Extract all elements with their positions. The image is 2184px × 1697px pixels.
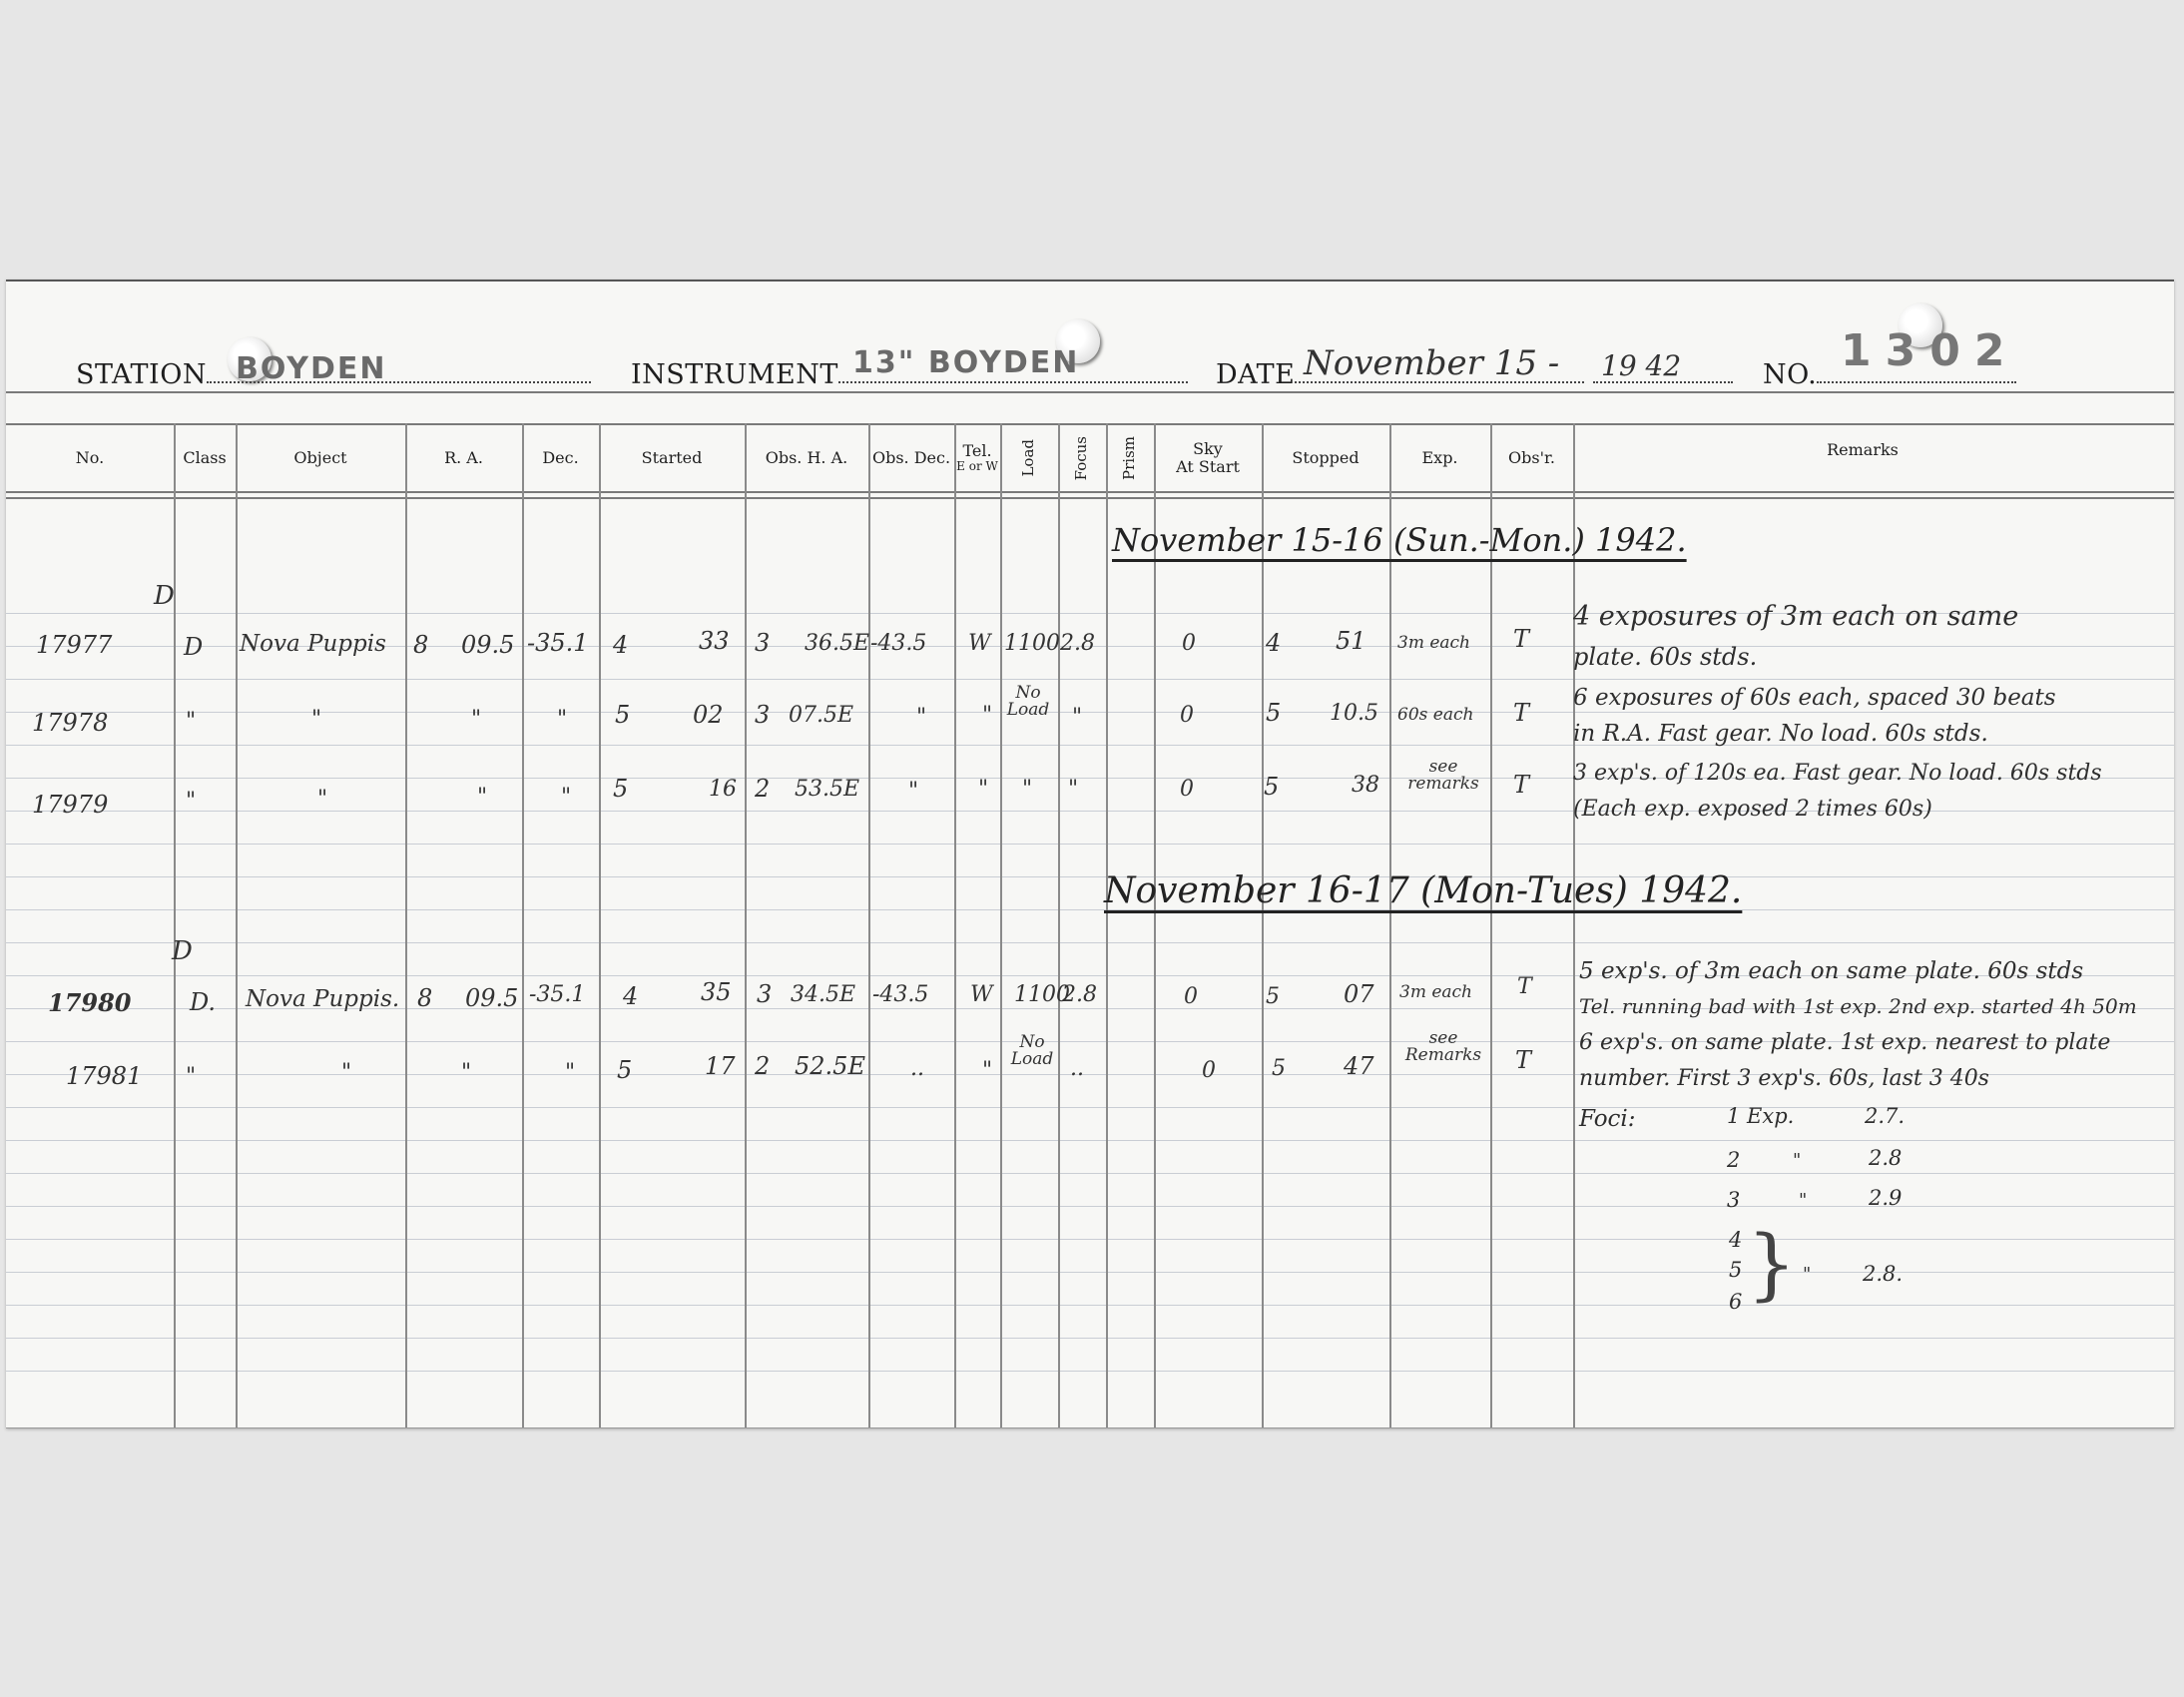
class: " <box>186 789 197 814</box>
plate-no: 17978 <box>32 709 109 737</box>
col-header-dec: Dec. <box>542 447 579 467</box>
class: " <box>186 1064 197 1089</box>
dec: " <box>557 707 568 732</box>
ra-hours: 8 <box>417 984 433 1012</box>
brace-mark: } <box>1747 1220 1797 1310</box>
instrument-label: INSTRUMENT <box>631 359 838 390</box>
dec: " <box>561 785 572 810</box>
checkmark-d: D <box>172 936 193 966</box>
foci-value: 2.7. <box>1865 1104 1906 1128</box>
observer: T <box>1517 974 1532 999</box>
ha-hours: 2 <box>755 775 771 803</box>
foci-label: Foci: <box>1579 1106 1636 1132</box>
ra-hours: " <box>477 785 488 810</box>
foci-value: 2.8. <box>1863 1262 1904 1286</box>
foci-ditto: " <box>1803 1264 1812 1285</box>
tel-side: W <box>970 982 993 1007</box>
stopped-minutes: 10.5 <box>1330 701 1378 726</box>
started-hours: 4 <box>613 631 629 659</box>
col-header-object: Object <box>293 447 347 467</box>
number-label: NO. <box>1763 359 1818 390</box>
obs-dec: " <box>916 705 927 730</box>
observer: T <box>1513 771 1530 799</box>
log-sheet <box>6 280 2174 1428</box>
started-hours: 5 <box>615 701 631 729</box>
date-value: November 15 - <box>1304 343 1560 383</box>
ha-hours: 2 <box>755 1052 771 1080</box>
observer: T <box>1513 625 1530 653</box>
sky: 0 <box>1202 1058 1216 1083</box>
remark-line: 5 exp's. of 3m each on same plate. 60s stds <box>1579 958 2084 984</box>
col-header-remarks: Remarks <box>1827 439 1899 459</box>
class: " <box>186 709 197 734</box>
object: " <box>311 707 322 732</box>
remark-line: number. First 3 exp's. 60s, last 3 40s <box>1579 1066 1989 1091</box>
foci-ditto: " <box>1799 1190 1808 1211</box>
observer: T <box>1515 1046 1532 1074</box>
foci-exp: 6 <box>1729 1290 1743 1314</box>
col-header-ra: R. A. <box>444 447 483 467</box>
stopped-hours: 5 <box>1264 773 1280 801</box>
obs-dec: -43.5 <box>872 982 929 1007</box>
ha-minutes: 53.5E <box>795 777 860 802</box>
col-header-prism: Prism <box>1120 436 1139 480</box>
stopped-hours: 5 <box>1272 1056 1286 1081</box>
started-minutes: 16 <box>709 777 737 802</box>
ha-minutes: 34.5E <box>791 982 856 1007</box>
col-header-obs-ha: Obs. H. A. <box>765 447 848 467</box>
year-value: 19 42 <box>1601 349 1682 382</box>
dec: -35.1 <box>527 629 589 657</box>
col-header-class: Class <box>183 447 227 467</box>
foci-exp: 1 Exp. <box>1727 1104 1795 1128</box>
ha-hours: 3 <box>755 701 771 729</box>
col-header-focus: Focus <box>1072 435 1091 481</box>
remark-line: 6 exp's. on same plate. 1st exp. nearest to plate <box>1579 1030 2111 1055</box>
instrument-value: 13" BOYDEN <box>852 345 1080 380</box>
col-header-obs-dec: Obs. Dec. <box>871 447 951 467</box>
class: D. <box>190 988 217 1016</box>
started-hours: 5 <box>617 1056 633 1084</box>
exposure: 60s each <box>1397 705 1474 725</box>
exposure: 3m each <box>1397 633 1471 653</box>
started-hours: 5 <box>613 775 629 803</box>
remark-line: 4 exposures of 3m each on same <box>1573 601 2019 632</box>
focus: .. <box>1070 1056 1084 1081</box>
focus: 2.8 <box>1060 631 1095 656</box>
foci-exp: 3 <box>1727 1188 1741 1212</box>
ha-hours: 3 <box>757 980 773 1008</box>
obs-dec: " <box>908 779 919 804</box>
checkmark-d: D <box>154 581 175 611</box>
started-hours: 4 <box>623 982 639 1010</box>
ra-hours: " <box>471 707 482 732</box>
stopped-hours: 4 <box>1266 629 1282 657</box>
ha-hours: 3 <box>755 629 771 657</box>
stopped-minutes: 47 <box>1344 1052 1374 1080</box>
ha-minutes: 36.5E <box>805 631 870 656</box>
sky: 0 <box>1182 631 1196 656</box>
focus: " <box>1072 705 1083 730</box>
dec: -35.1 <box>529 982 586 1007</box>
sky: 0 <box>1180 703 1194 728</box>
foci-value: 2.9 <box>1869 1186 1903 1210</box>
col-header-exp: Exp. <box>1421 447 1458 467</box>
tel-side: " <box>978 777 989 802</box>
dec: " <box>565 1060 576 1085</box>
remark-line: plate. 60s stds. <box>1573 643 1758 671</box>
object: Nova Puppis. <box>246 986 400 1012</box>
sky: 0 <box>1180 777 1194 802</box>
plate-no: 17981 <box>66 1062 143 1090</box>
foci-exp: 4 <box>1729 1228 1743 1252</box>
stopped-minutes: 51 <box>1336 627 1366 655</box>
ha-minutes: 07.5E <box>789 703 854 728</box>
ra-hours: 8 <box>413 631 429 659</box>
sky: 0 <box>1184 984 1198 1009</box>
remark-line: Tel. running bad with 1st exp. 2nd exp. started 4h 50m <box>1579 994 2137 1018</box>
remark-line: (Each exp. exposed 2 times 60s) <box>1573 797 1932 822</box>
night-heading: November 15-16 (Sun.-Mon.) 1942. <box>1112 521 1687 559</box>
load: 1100 <box>1014 982 1070 1007</box>
started-minutes: 33 <box>699 627 730 655</box>
stopped-minutes: 38 <box>1352 773 1379 798</box>
exposure: 3m each <box>1399 982 1473 1002</box>
plate-no: 17979 <box>32 791 109 819</box>
foci-exp: 5 <box>1729 1258 1743 1282</box>
load: No Load <box>1006 683 1050 720</box>
ra-minutes: 09.5 <box>465 984 519 1012</box>
col-header-observer: Obs'r. <box>1508 447 1555 467</box>
col-header-stopped: Stopped <box>1292 447 1360 467</box>
load: No Load <box>1010 1032 1054 1069</box>
foci-exp: 2 <box>1727 1148 1741 1172</box>
night-heading: November 16-17 (Mon-Tues) 1942. <box>1104 870 1743 911</box>
load: 1100 <box>1004 631 1060 656</box>
exposure: see Remarks <box>1404 1028 1482 1065</box>
plate-number: 1302 <box>1841 325 2019 376</box>
plate-no: 17977 <box>36 631 113 659</box>
ha-minutes: 52.5E <box>795 1052 865 1080</box>
started-minutes: 35 <box>701 978 732 1006</box>
stopped-minutes: 07 <box>1344 980 1374 1008</box>
focus: 2.8 <box>1062 982 1097 1007</box>
obs-dec: .. <box>910 1056 924 1081</box>
load: " <box>1022 777 1033 802</box>
remark-line: in R.A. Fast gear. No load. 60s stds. <box>1573 721 1988 747</box>
ra-hours: " <box>461 1060 472 1085</box>
station-value: BOYDEN <box>236 351 387 386</box>
tel-side: " <box>982 1058 993 1083</box>
started-minutes: 17 <box>705 1052 736 1080</box>
plate-no: 17980 <box>48 988 132 1017</box>
stopped-hours: 5 <box>1266 699 1282 727</box>
object: " <box>341 1060 352 1085</box>
tel-side: " <box>982 703 993 728</box>
ra-minutes: 09.5 <box>461 631 515 659</box>
observer: T <box>1513 699 1530 727</box>
object: " <box>317 787 328 812</box>
col-header-sky: Sky At Start <box>1176 438 1240 476</box>
exposure: see remarks <box>1407 757 1479 794</box>
started-minutes: 02 <box>693 701 724 729</box>
col-header-no: No. <box>75 447 105 467</box>
focus: " <box>1068 777 1079 802</box>
tel-side: W <box>968 631 991 656</box>
col-header-started: Started <box>641 447 703 467</box>
col-header-tel: Tel. E or W <box>956 440 998 474</box>
obs-dec: -43.5 <box>870 631 927 656</box>
date-label: DATE <box>1216 359 1296 390</box>
stopped-hours: 5 <box>1266 984 1280 1009</box>
foci-ditto: " <box>1793 1150 1802 1171</box>
remark-line: 6 exposures of 60s each, spaced 30 beats <box>1573 685 2056 711</box>
col-header-load: Load <box>1019 439 1038 477</box>
object: Nova Puppis <box>240 631 386 657</box>
class: D <box>184 633 204 661</box>
foci-value: 2.8 <box>1869 1146 1903 1170</box>
remark-line: 3 exp's. of 120s ea. Fast gear. No load. 60s stds <box>1573 761 2102 786</box>
station-label: STATION <box>76 359 207 390</box>
